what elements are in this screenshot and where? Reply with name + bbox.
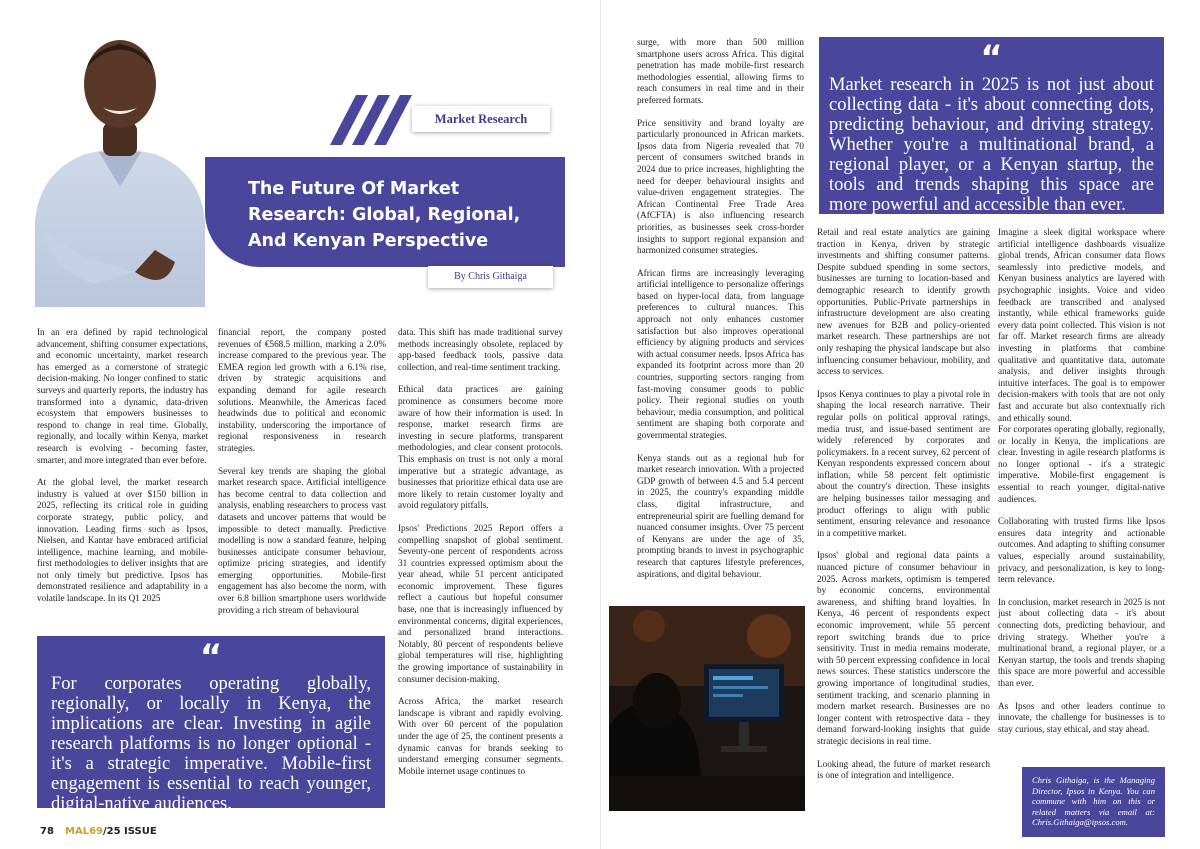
paragraph: Ethical data practices are gaining prominence as consumers become more aware of how their information is used. In response, market research firms are investing in secure platforms, transparent methodologies, and clear consent protocols. This emphasis on trust is not only a moral imperative but a strategic advantage, as businesses that prioritize ethical data use are more likely to retain customer loyalty and avoid regulatory pitfalls. bbox=[398, 384, 563, 511]
column-1 bbox=[37, 327, 208, 616]
quote-mark-icon: “ bbox=[199, 637, 223, 677]
spread-divider bbox=[600, 0, 601, 849]
magazine-name: MAL69 bbox=[65, 826, 103, 837]
author-photo bbox=[25, 22, 215, 307]
paragraph: African firms are increasingly leveraging artificial intelligence to personalize offerings based on hyper-local data, from language preferences to cultural nuances. This approach not only enhances customer satisfaction but also improves operational efficiency by aligning products and services with actual consumer needs. Ipsos Africa has expanded its footprint across more than 20 countries, supporting sectors ranging from fast-moving consumer goods to public policy. Their regional studies on youth behaviour, media consumption, and political sentiment are shaping both corporate and governmental strategies. bbox=[637, 267, 804, 440]
paragraph: Several key trends are shaping the global market research space. Artificial intelligence has become central to data collection and analysis, enabling researchers to process vast datasets and uncover patterns that would be impossible to detect manually. Predictive modelling is now a standard feature, helping businesses anticipate consumer behaviour, optimize pricing strategies, and identify emerging opportunities. Mobile-first engagement has also become the norm, with over 6.8 billion smartphone users worldwide providing a rich stream of behavioural bbox=[218, 465, 386, 615]
paragraph: financial report, the company posted revenues of €568.5 million, marking a 2.0% increase compared to the previous year. The EMEA region led growth with a 6.1% rise, driven by strategic acquisitions and expanding demand for agile research solutions. Meanwhile, the Americas faced headwinds due to political and economic instability, underscoring the importance of regional responsiveness in research strategies. bbox=[218, 327, 386, 453]
byline: By Chris Githaiga bbox=[428, 266, 553, 288]
paragraph: Collaborating with trusted firms like Ipsos ensures data integrity and actionable outcomes. And adapting to shifting consumer values, especially around sustainability, privacy, and personalization, is key to long-term relevance. bbox=[998, 516, 1165, 585]
paragraph: Retail and real estate analytics are gaining traction in Kenya, driven by strategic investments and shifting consumer patterns. Despite subdued spending in some sectors, businesses are turning to location-based and demographic research to identify growth opportunities. Public-Private partnerships in infrastructure development are also creating new avenues for B2B and policy-oriented market research. These partnerships are not only reshaping the physical landscape but also influencing consumer behaviour, mobility, and access to services. bbox=[817, 227, 990, 377]
column-2 bbox=[218, 327, 386, 627]
paragraph: Price sensitivity and brand loyalty are particularly pronounced in African markets. Ipsos data from Nigeria revealed that 70 percent of consumers switched brands in 2024 due to price increases, highlighting the need for deeper behavioural insights and value-driven engagement strategies. The African Continental Free Trade Area (AfCFTA) is also influencing research priorities, as businesses seek cross-border insights to support regional expansion and harmonized consumer strategies. bbox=[637, 117, 804, 256]
paragraph: As Ipsos and other leaders continue to innovate, the challenge for businesses is to stay curious, stay ethical, and stay ahead. bbox=[998, 700, 1165, 734]
issue-number: /25 ISSUE bbox=[102, 826, 157, 837]
paragraph: Kenya stands out as a regional hub for market research innovation. With a projected GDP growth of between 4.5 and 5.4 percent in 2025, the country's expanding middle class, digital infrastructure, and entrepreneurial spirit are fuelling demand for nuanced consumer insights. Over 75 percent of Kenyans are under the age of 35, prompting brands to invest in psychographic research that captures lifestyle preferences, aspirations, and digital behaviour. bbox=[637, 452, 804, 579]
paragraph: In conclusion, market research in 2025 is not just about collecting data - it's about connecting dots, predicting behaviour, and driving strategy. Whether you're a multinational brand, a regional player, or a Kenyan startup, the tools and trends shaping this space are more powerful and accessible than ever. bbox=[998, 596, 1165, 688]
quote-mark-icon: “ bbox=[980, 38, 1003, 78]
paragraph: Ipsos Kenya continues to play a pivotal role in shaping the local research narrative. Their regular polls on political approval ratings, media trust, and issue-based sentiment are widely referenced by corporates and policymakers. In a recent survey, 62 percent of Kenyan respondents expressed concern about inflation, while 58 percent felt optimistic about the country's direction. These insights are helping businesses tailor messaging and product offerings to align with public sentiment, ensuring relevance and resonance in a competitive market. bbox=[817, 388, 990, 538]
paragraph: At the global level, the market research industry is valued at over $150 billion in 2025, reflecting its critical role in guiding corporate strategy, public policy, and innovation. Leading firms such as Ipsos, Nielsen, and Kantar have embraced artificial intelligence, machine learning, and mobile-first methodologies to deliver insights that are not only timely but predictive. Ipsos has demonstrated resilience and adaptability in a volatile landscape. In its Q1 2025 bbox=[37, 477, 208, 604]
section-tag: Market Research bbox=[412, 106, 550, 132]
paragraph: Imagine a sleek digital workspace where artificial intelligence dashboards visualize global trends, African consumer data flows seamlessly into predictive models, and Kenyan business analytics are layered with psychographic insights. Voice and video feedback are transcribed and analysed instantly, while ethical frameworks guide every data point collected. This vision is not far off. Market research firms are already investing in platforms that combine qualitative and quantitative data, automate analysis, and deliver insights through intuitive interfaces. The goal is to empower decision-makers with tools that are not only fast and accurate but also contextually rich and ethically sound. bbox=[998, 227, 1165, 423]
paragraph: For corporates operating globally, regionally, or locally in Kenya, the implications are clear. Investing in agile research platforms is no longer optional - it's a strategic imperative. Mobile-first engagement is essential to reach younger, digital-native audiences. bbox=[998, 424, 1165, 504]
pull-quote-top-right bbox=[819, 37, 1164, 214]
paragraph: In an era defined by rapid technological advancement, shifting consumer expectations, and economic uncertainty, market research has emerged as a cornerstone of strategic decision-making. No longer confined to static surveys and quarterly reports, the industry has transformed into a dynamic, data-driven ecosystem that empowers businesses to respond to change in real time. Globally, regionally, and locally within Kenya, market research is evolving - becoming faster, smarter, and more integrated than ever before. bbox=[37, 327, 208, 465]
column-3 bbox=[398, 327, 563, 788]
column-4 bbox=[637, 37, 804, 591]
author-bio: Chris Githaiga, is the Managing Director, Ipsos in Kenya. You can commune with him on this or related matters via email at: Chris.Githaiga@ipsos.com. bbox=[1022, 767, 1165, 837]
pull-quote-bottom-left bbox=[37, 636, 385, 814]
paragraph: Ipsos' global and regional data paints a nuanced picture of consumer behaviour in 2025. Across markets, optimism is tempered by economic concerns, environmental awareness, and shifting brand loyalties. In Kenya, 46 percent of respondents expect economic improvement, while 55 percent report switching brands due to price sensitivity. Trust in media remains moderate, with 50 percent expressing confidence in local news sources. These statistics underscore the growing importance of longitudinal studies, sentiment tracking, and scenario planning in modern market research. Businesses are no longer content with retrospective data - they demand forward-looking insights that guide strategic decisions in real time. bbox=[817, 550, 990, 746]
paragraph: Across Africa, the market research landscape is vibrant and rapidly evolving. With over 60 percent of the population under the age of 25, the continent presents a dynamic canvas for brands seeking to understand emerging consumer segments. Mobile internet usage continues to bbox=[398, 696, 563, 776]
paragraph: Looking ahead, the future of market research is one of integration and intelligence. bbox=[817, 758, 990, 781]
column-6 bbox=[998, 227, 1165, 746]
paragraph: data. This shift has made traditional survey methods increasingly obsolete, replaced by app-based feedback tools, passive data collection, and real-time sentiment tracking. bbox=[398, 327, 563, 372]
issue-label bbox=[65, 826, 157, 837]
article-title: The Future Of Market Research: Global, Regional, And Kenyan Perspective bbox=[248, 179, 521, 251]
workspace-photo bbox=[609, 606, 805, 811]
column-5 bbox=[817, 227, 990, 793]
pull-quote-text: For corporates operating globally, regionally, or locally in Kenya, the implications are clear. Investing in agile research platforms is no longer optional - it's a strategic imperative. Mobile-first engagement is essential to reach younger, digital-native audiences. bbox=[51, 674, 371, 814]
paragraph: Ipsos' Predictions 2025 Report offers a compelling snapshot of global sentiment. Seventy-one percent of respondents across 31 countries expressed optimism about the year ahead, while 51 percent anticipated economic improvement. These figures reflect a cautious but hopeful consumer base, one that is increasingly influenced by environmental concerns, digital experiences, and personalized brand interactions. Notably, 80 percent of respondents believe global temperatures will rise, highlighting the growing importance of sustainability in consumer decision-making. bbox=[398, 522, 563, 684]
paragraph: surge, with more than 500 million smartphone users across Africa. This digital penetration has made mobile-first research methodologies essential, allowing firms to reach consumers in real time and in their preferred formats. bbox=[637, 37, 804, 105]
page-number: 78 bbox=[40, 826, 54, 837]
pull-quote-text: Market research in 2025 is not just about collecting data - it's about connecting dots, predicting behaviour, and driving strategy. Whether you're a multinational brand, a regional player, or a Kenyan startup, the tools and trends shaping this space are more powerful and accessible than ever. bbox=[829, 75, 1154, 215]
